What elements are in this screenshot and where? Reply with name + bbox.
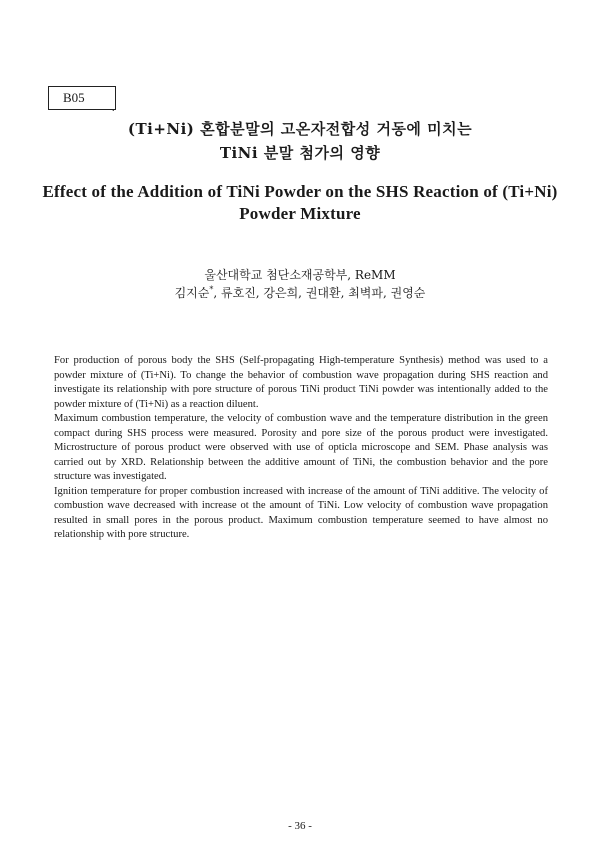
page-number: - 36 - xyxy=(288,820,312,832)
corresponding-author: 김지순 xyxy=(174,286,210,300)
korean-title-line-2: TiNi 분말 첨가의 영향 xyxy=(219,144,381,162)
author-list xyxy=(0,284,600,301)
session-code: B05 xyxy=(63,90,85,105)
english-title-line-2: Powder Mixture xyxy=(239,204,361,223)
english-title-line-1: Effect of the Addition of TiNi Powder on the SHS Reaction of (Ti+Ni) xyxy=(42,182,558,201)
abstract-paragraph: For production of porous body the SHS (Self-propagating High-temperature Synthesis) method was used to a powder mixture of (Ti+Ni). To change the behavior of combustion wave propagation during SHS reaction and investigate its relationship with pore structure of porous TiNi product TiNi powder was intentionally added to the powder mixture of (Ti+Ni) as a reaction diluent. xyxy=(54,355,548,410)
abstract xyxy=(54,354,548,543)
korean-title-line-1: (Ti+Ni) 혼합분말의 고온자전합성 거동에 미치는 xyxy=(127,120,473,138)
co-authors: , 류호진, 강은희, 권대환, 최벽파, 권영순 xyxy=(213,286,426,300)
corresponding-mark: * xyxy=(209,285,214,294)
abstract-paragraph: Maximum combustion temperature, the velocity of combustion wave and the temperature distribution in the green compact during SHS process were measured. Porosity and pore size of the porous product were investigated. Microstructure of porous product were observed with use of opticla microscope and SEM. Phase analysis was carried out by XRD. Relationship between the additive amount of TiNi, the combustion behavior and the pore structure was investigated. xyxy=(54,413,548,482)
session-code-box xyxy=(48,86,116,110)
affiliation: 울산대학교 첨단소재공학부, ReMM xyxy=(204,268,396,282)
abstract-paragraph: Ignition temperature for proper combustion increased with increase of the amount of TiNi additive. The velocity of combustion wave decreased with increase ot the amount of TiNi. Low velocity of combustion wave propagation resulted in small pores in the porous product. Maximum combustion temperature seemed to have almost no relationship with pore structure. xyxy=(54,485,548,540)
box-mark: . xyxy=(112,103,115,114)
